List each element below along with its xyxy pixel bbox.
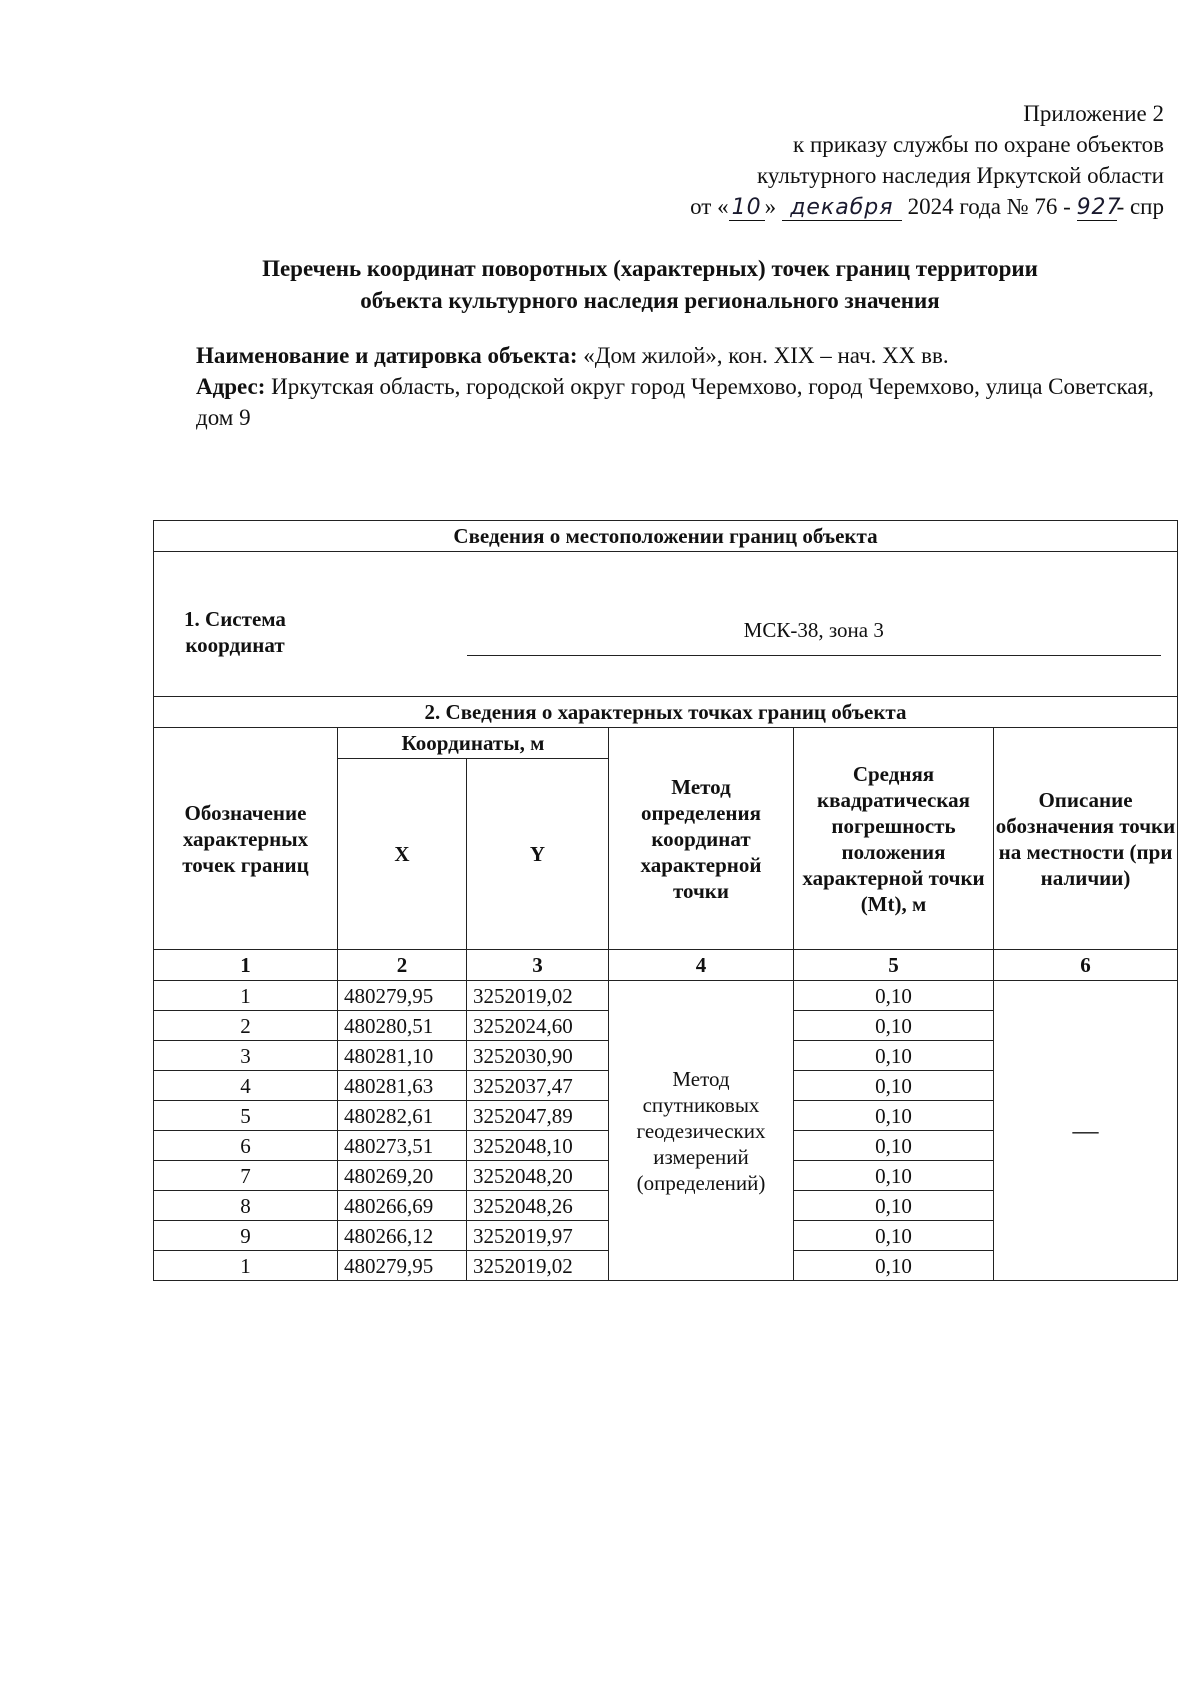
order-date-number [524, 191, 1164, 222]
x-value: 480280,51 [338, 1011, 467, 1041]
column-number-row [154, 950, 1178, 981]
object-address-value: Иркутская область, городской округ город Черемхово, город Черемхово, улица Советская, дом 9 [196, 374, 1154, 430]
object-name-line [196, 340, 1166, 371]
point-id: 1 [154, 981, 338, 1011]
y-value: 3252019,02 [467, 981, 609, 1011]
coordinates-table [153, 520, 1178, 1281]
point-id: 5 [154, 1101, 338, 1131]
header-description: Описание обозначения точки на местности (при наличии) [994, 728, 1178, 950]
x-value: 480279,95 [338, 981, 467, 1011]
column-number: 2 [338, 950, 467, 981]
order-reference-line: к приказу службы по охране объектов [793, 132, 1164, 157]
document-title [140, 253, 1160, 317]
object-address-line [196, 371, 1166, 433]
error-value: 0,10 [794, 1251, 994, 1281]
handwritten-month: декабря [782, 196, 902, 221]
point-id: 8 [154, 1191, 338, 1221]
x-value: 480266,69 [338, 1191, 467, 1221]
handwritten-day: 10 [729, 196, 765, 221]
error-value: 0,10 [794, 1101, 994, 1131]
appendix-label: Приложение 2 [1023, 101, 1164, 126]
order-suffix: - спр [1116, 194, 1164, 219]
y-value: 3252048,20 [467, 1161, 609, 1191]
header-error: Средняя квадратическая погрешность положения характерной точки (Mt), м [794, 728, 994, 950]
column-number: 4 [609, 950, 794, 981]
section-1-title: Сведения о местоположении границ объекта [154, 521, 1178, 552]
column-number: 3 [467, 950, 609, 981]
handwritten-order-number: 927 [1076, 195, 1122, 220]
error-value: 0,10 [794, 1131, 994, 1161]
order-prefix: от « [690, 194, 729, 219]
table-row [154, 981, 1178, 1011]
x-value: 480281,10 [338, 1041, 467, 1071]
error-value: 0,10 [794, 1191, 994, 1221]
coord-system-label [154, 552, 467, 697]
y-value: 3252019,97 [467, 1221, 609, 1251]
order-quote-close: » [764, 194, 777, 219]
column-number: 5 [794, 950, 994, 981]
point-id: 9 [154, 1221, 338, 1251]
point-id: 6 [154, 1131, 338, 1161]
error-value: 0,10 [794, 1221, 994, 1251]
y-value: 3252048,10 [467, 1131, 609, 1161]
appendix-header [524, 98, 1164, 222]
coord-system-label-text: 1. Система координат [184, 607, 286, 657]
header-y: Y [467, 759, 609, 950]
x-value: 480273,51 [338, 1131, 467, 1161]
header-coords: Координаты, м [338, 728, 609, 759]
description-value: — [994, 981, 1178, 1281]
x-value: 480281,63 [338, 1071, 467, 1101]
y-value: 3252019,02 [467, 1251, 609, 1281]
method-value: Метод спутниковых геодезических измерений (определений) [609, 981, 794, 1281]
object-name-value: «Дом жилой», кон. XIX – нач. XX вв. [583, 343, 949, 368]
authority-name: культурного наследия Иркутской области [757, 163, 1164, 188]
title-line-2: объекта культурного наследия регионального значения [360, 288, 940, 313]
x-value: 480282,61 [338, 1101, 467, 1131]
y-value: 3252030,90 [467, 1041, 609, 1071]
point-id: 7 [154, 1161, 338, 1191]
y-value: 3252047,89 [467, 1101, 609, 1131]
object-info [196, 340, 1166, 433]
section-2-title: 2. Сведения о характерных точках границ объекта [154, 697, 1178, 728]
point-id: 4 [154, 1071, 338, 1101]
y-value: 3252048,26 [467, 1191, 609, 1221]
y-value: 3252024,60 [467, 1011, 609, 1041]
x-value: 480269,20 [338, 1161, 467, 1191]
header-x: X [338, 759, 467, 950]
y-value: 3252037,47 [467, 1071, 609, 1101]
x-value: 480279,95 [338, 1251, 467, 1281]
error-value: 0,10 [794, 1041, 994, 1071]
x-value: 480266,12 [338, 1221, 467, 1251]
error-value: 0,10 [794, 1071, 994, 1101]
point-id: 3 [154, 1041, 338, 1071]
point-id: 1 [154, 1251, 338, 1281]
header-point: Обозначение характерных точек границ [154, 728, 338, 950]
object-name-label: Наименование и датировка объекта: [196, 343, 578, 368]
order-year-text: 2024 года № 76 - [907, 194, 1071, 219]
point-id: 2 [154, 1011, 338, 1041]
error-value: 0,10 [794, 981, 994, 1011]
object-address-label: Адрес: [196, 374, 266, 399]
title-line-1: Перечень координат поворотных (характерных) точек границ территории [262, 256, 1038, 281]
coord-system-value: МСК-38, зона 3 [467, 617, 1162, 656]
error-value: 0,10 [794, 1161, 994, 1191]
coord-system-value-cell [467, 552, 1178, 697]
error-value: 0,10 [794, 1011, 994, 1041]
header-method: Метод определения координат характерной точки [609, 728, 794, 950]
column-number: 1 [154, 950, 338, 981]
column-number: 6 [994, 950, 1178, 981]
